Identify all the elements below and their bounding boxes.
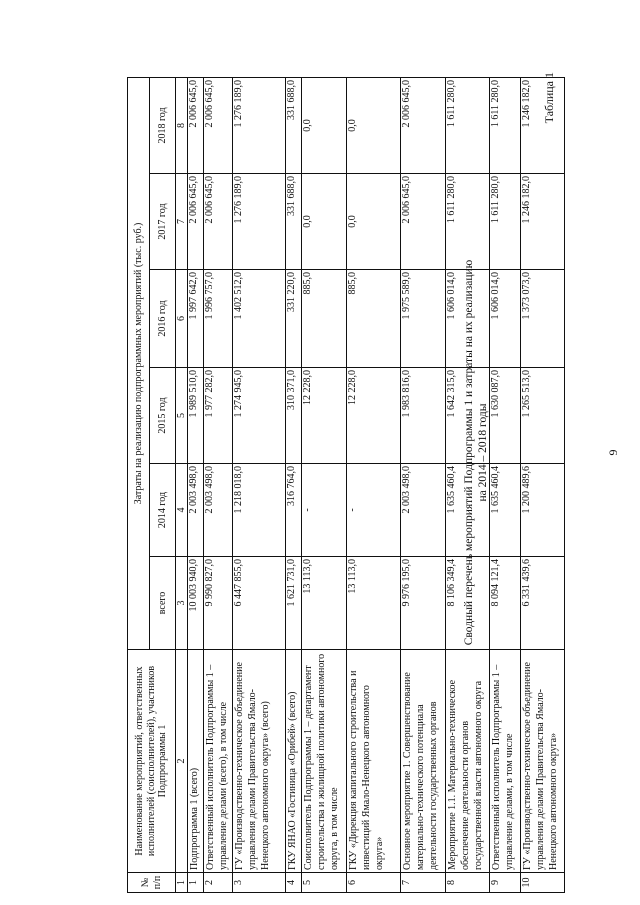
value-2015: 1 989 510,0	[188, 368, 204, 464]
row-number: 8	[446, 873, 490, 893]
col-number: 1	[176, 873, 188, 893]
value-2017: 1 611 280,0	[490, 174, 521, 270]
value-2018: 1 611 280,0	[446, 77, 490, 173]
value-2015: 1 983 816,0	[401, 368, 446, 464]
table-row	[302, 77, 347, 892]
row-name: Ответственный исполнитель Подпрограммы 1 – управление делами, в том числе	[490, 650, 521, 873]
value-2015: 1 274 945,0	[233, 368, 286, 464]
value-2014: -	[302, 464, 347, 557]
row-number: 1	[188, 873, 204, 893]
value-2015: 1 265 513,0	[521, 368, 565, 464]
value-total: 10 003 940,0	[188, 557, 204, 650]
row-name: Основное мероприятие 1. Совершенствование материально-технического потенциала деятельности государственных органов	[401, 650, 446, 873]
col-number: 7	[176, 174, 188, 270]
col-number: 8	[176, 77, 188, 173]
value-2015: 1 977 282,0	[204, 368, 233, 464]
row-name: ГУ «Производственно-техническое объединение управления делами Правительства Ямало-Ненецкого автономного округа»	[521, 650, 565, 873]
value-2014: 2 003 498,0	[188, 464, 204, 557]
value-total: 1 621 731,0	[286, 557, 302, 650]
header-year-total: всего	[150, 557, 176, 650]
table-row	[347, 77, 401, 892]
value-2015: 12 228,0	[347, 368, 401, 464]
value-2018: 1 276 189,0	[233, 77, 286, 173]
value-2016: 1 997 642,0	[188, 270, 204, 368]
row-name: Мероприятие 1.1. Материально-техническое обеспечение деятельности органов государственной власти автономного округа	[446, 650, 490, 873]
value-2018: 1 246 182,0	[521, 77, 565, 173]
value-total: 6 447 855,0	[233, 557, 286, 650]
table-row	[286, 77, 302, 892]
row-number: 2	[204, 873, 233, 893]
row-number: 4	[286, 873, 302, 893]
header-costs: Затраты на реализацию подпрограммных мероприятий (тыс. руб.)	[128, 77, 150, 649]
header-num: № п/п	[128, 873, 176, 893]
value-2016: 1 402 512,0	[233, 270, 286, 368]
value-2015: 310 371,0	[286, 368, 302, 464]
row-number: 9	[490, 873, 521, 893]
value-2014: 2 003 498,0	[204, 464, 233, 557]
value-2018: 331 688,0	[286, 77, 302, 173]
value-total: 13 113,0	[302, 557, 347, 650]
expenses-table	[127, 77, 565, 893]
value-2018: 2 006 645,0	[401, 77, 446, 173]
table-row	[188, 77, 204, 892]
table-row	[521, 77, 565, 892]
header-year-2018: 2018 год	[150, 77, 176, 173]
value-2016: 885,0	[302, 270, 347, 368]
value-total: 13 113,0	[347, 557, 401, 650]
table-row	[401, 77, 446, 892]
row-name: ГКУ «Дирекция капитального строительства и инвестиций Ямало-Ненецкого автономного округа»	[347, 650, 401, 873]
col-number: 4	[176, 464, 188, 557]
table-row	[490, 77, 521, 892]
value-2014: 1 218 018,0	[233, 464, 286, 557]
table-row	[233, 77, 286, 892]
value-2014: 1 200 489,6	[521, 464, 565, 557]
value-2015: 1 642 315,0	[446, 368, 490, 464]
value-2018: 1 611 280,0	[490, 77, 521, 173]
col-number: 3	[176, 557, 188, 650]
row-number: 3	[233, 873, 286, 893]
page-number: 9	[606, 449, 620, 456]
value-total: 9 990 827,0	[204, 557, 233, 650]
value-2017: 1 276 189,0	[233, 174, 286, 270]
value-2014: 2 003 498,0	[401, 464, 446, 557]
value-2015: 1 630 087,0	[490, 368, 521, 464]
title-line-1: Сводный перечень мероприятий Подпрограммы 1 и затраты на их реализацию	[463, 259, 475, 646]
value-2016: 1 373 073,0	[521, 270, 565, 368]
row-number: 10	[521, 873, 565, 893]
value-2016: 885,0	[347, 270, 401, 368]
value-2018: 2 006 645,0	[188, 77, 204, 173]
value-2016: 1 606 014,0	[446, 270, 490, 368]
column-number-row	[176, 77, 188, 892]
col-number: 6	[176, 270, 188, 368]
value-2018: 0,0	[347, 77, 401, 173]
value-2017: 2 006 645,0	[204, 174, 233, 270]
row-number: 6	[347, 873, 401, 893]
value-2018: 0,0	[302, 77, 347, 173]
table-row	[204, 77, 233, 892]
value-2015: 12 228,0	[302, 368, 347, 464]
value-2014: -	[347, 464, 401, 557]
title-line-2: на 2014 – 2018 годы	[477, 403, 489, 502]
value-2017: 331 688,0	[286, 174, 302, 270]
value-2016: 1 975 589,0	[401, 270, 446, 368]
row-name: Ответственный исполнитель Подпрограммы 1 – управление делами (всего), в том числе	[204, 650, 233, 873]
value-2016: 1 606 014,0	[490, 270, 521, 368]
col-number: 5	[176, 368, 188, 464]
col-number: 2	[176, 650, 188, 873]
value-2014: 1 635 460,4	[446, 464, 490, 557]
value-2017: 1 246 182,0	[521, 174, 565, 270]
row-name: ГУ «Производственно-техническое объединение управления делами Правительства Ямало-Ненецкого автономного округа» (всего)	[233, 650, 286, 873]
header-name: Наименование мероприятий, ответственных исполнителей (соисполнителей), участников Подпрограммы 1	[128, 650, 176, 873]
row-number: 5	[302, 873, 347, 893]
value-2017: 0,0	[347, 174, 401, 270]
value-2016: 331 220,0	[286, 270, 302, 368]
value-2017: 0,0	[302, 174, 347, 270]
table-label: Таблица 1	[542, 72, 556, 124]
row-number: 7	[401, 873, 446, 893]
row-name: Подпрограмма 1 (всего)	[188, 650, 204, 873]
header-year-2016: 2016 год	[150, 270, 176, 368]
value-2016: 1 996 757,0	[204, 270, 233, 368]
value-2017: 2 006 645,0	[188, 174, 204, 270]
header-year-2017: 2017 год	[150, 174, 176, 270]
table-row	[446, 77, 490, 892]
value-2018: 2 006 645,0	[204, 77, 233, 173]
value-total: 6 331 439,6	[521, 557, 565, 650]
value-total: 9 976 195,0	[401, 557, 446, 650]
value-2014: 316 764,0	[286, 464, 302, 557]
header-year-2014: 2014 год	[150, 464, 176, 557]
header-year-2015: 2015 год	[150, 368, 176, 464]
value-2017: 2 006 645,0	[401, 174, 446, 270]
value-total: 8 094 121,4	[490, 557, 521, 650]
value-total: 8 106 349,4	[446, 557, 490, 650]
value-2017: 1 611 280,0	[446, 174, 490, 270]
value-2014: 1 635 460,4	[490, 464, 521, 557]
row-name: ГКУ ЯНАО «Гостиница «Орибей» (всего)	[286, 650, 302, 873]
row-name: Соисполнитель Подпрограммы 1 – департамент строительства и жилищной политики автономного округа, в том числе	[302, 650, 347, 873]
